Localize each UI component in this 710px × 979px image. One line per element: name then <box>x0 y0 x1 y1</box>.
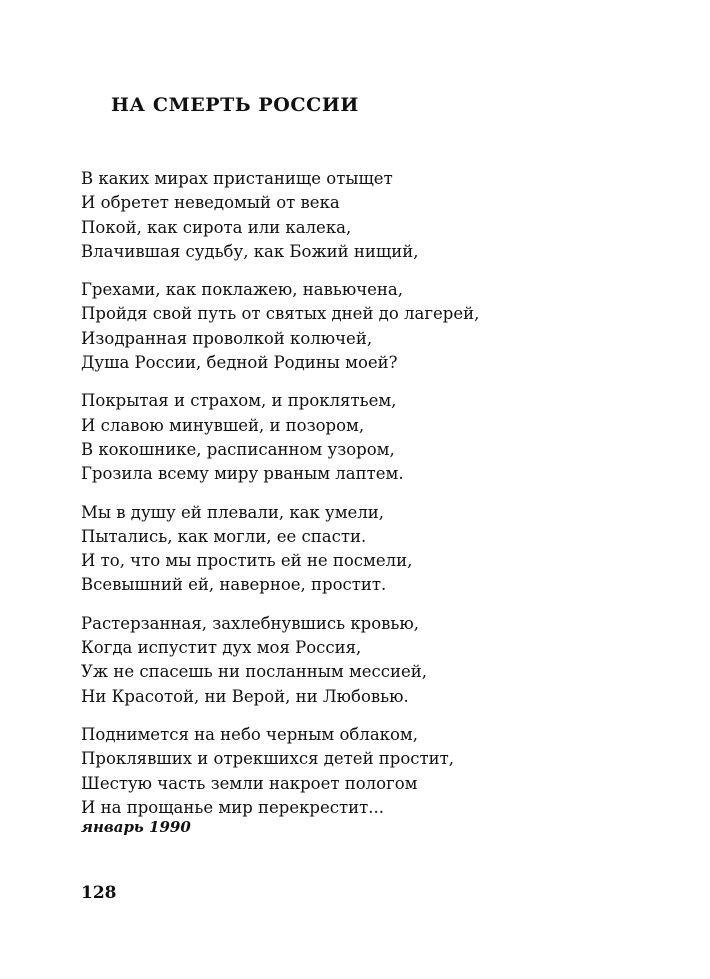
stanza-4 <box>81 501 681 598</box>
poem-line: Проклявших и отрекшихся детей простит, <box>81 749 455 769</box>
poem-line: В кокошнике, расписанном узором, <box>81 439 395 459</box>
poem-line: Шестую часть земли накроет пологом <box>81 773 418 793</box>
poem-line: Пытались, как могли, ее спасти. <box>81 526 367 546</box>
poem-line: Покрытая и страхом, и проклятьем, <box>81 391 397 411</box>
stanza-5 <box>81 612 681 709</box>
poem-line: Душа России, бедной Родины моей? <box>81 353 398 373</box>
poem-line: Поднимется на небо черным облаком, <box>81 724 419 744</box>
poem-line: И обретет неведомый от века <box>81 193 340 213</box>
poem-line: Пройдя свой путь от святых дней до лагерей, <box>81 304 480 324</box>
poem-body <box>81 167 681 834</box>
poem-line: Уж не спасешь ни посланным мессией, <box>81 662 428 682</box>
poem-line: Грозила всему миру рваным лаптем. <box>81 464 404 484</box>
stanza-2 <box>81 278 681 375</box>
page-number: 128 <box>81 883 117 903</box>
stanza-1 <box>81 167 681 264</box>
stanza-6 <box>81 723 681 820</box>
poem-line: Покой, как сирота или калека, <box>81 217 352 237</box>
poem-line: Мы в душу ей плевали, как умели, <box>81 502 385 522</box>
poem-line: И славою минувшей, и позором, <box>81 415 365 435</box>
poem-date: январь 1990 <box>81 818 191 836</box>
poem-line: И то, что мы простить ей не посмели, <box>81 551 413 571</box>
stanza-3 <box>81 389 681 486</box>
poem-line: В каких мирах пристанище отыщет <box>81 169 393 188</box>
poem-line: Грехами, как поклажею, навьючена, <box>81 280 404 300</box>
poem-title: НА СМЕРТЬ РОССИИ <box>111 94 359 116</box>
poem-line: Изодранная проволкой колючей, <box>81 328 373 348</box>
poem-line: Влачившая судьбу, как Божий нищий, <box>81 241 419 261</box>
poem-line: Растерзанная, захлебнувшись кровью, <box>81 613 420 633</box>
poem-line: Ни Красотой, ни Верой, ни Любовью. <box>81 686 409 706</box>
poem-line: Всевышний ей, наверное, простит. <box>81 575 387 595</box>
poem-line: И на прощанье мир перекрестит... <box>81 797 384 817</box>
poem-line: Когда испустит дух моя Россия, <box>81 638 362 658</box>
